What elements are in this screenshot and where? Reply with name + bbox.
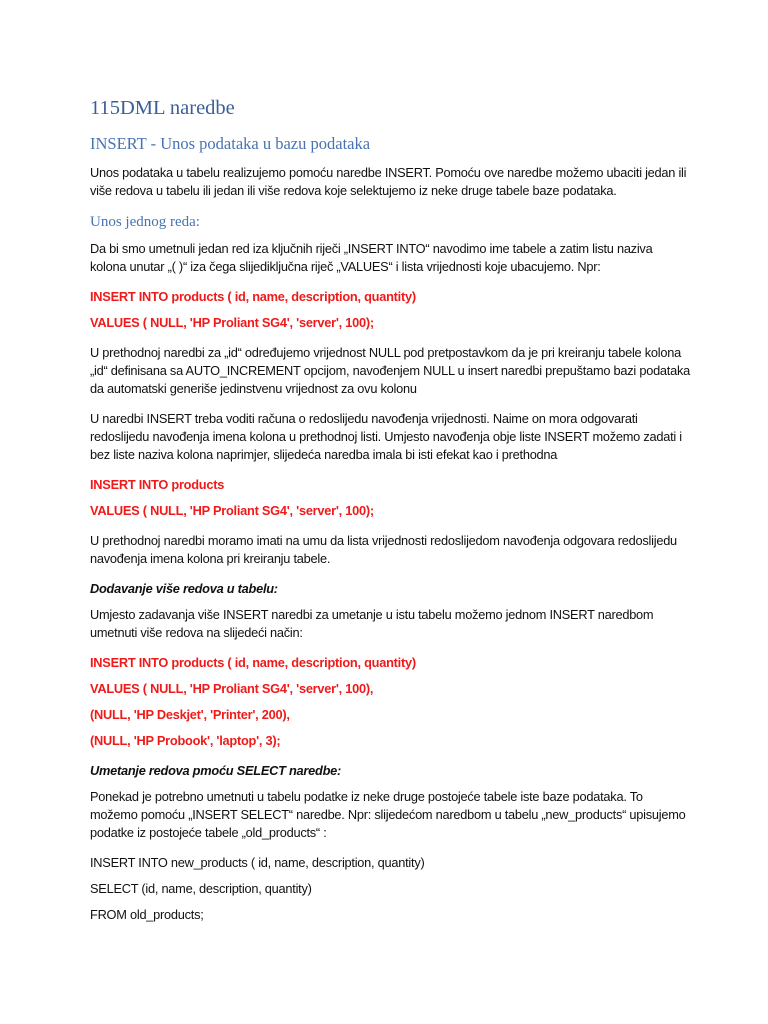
- code-multi-insert-line: INSERT INTO products ( id, name, description, quantity): [90, 655, 416, 670]
- code-multi-row-2: (NULL, 'HP Deskjet', 'Printer', 200),: [90, 707, 290, 722]
- code-insert-select-line: INSERT INTO new_products ( id, name, description, quantity): [90, 855, 425, 870]
- select-subheading: Umetanje redova pmoću SELECT naredbe:: [90, 763, 342, 778]
- single-row-paragraph: Da bi smo umetnuli jedan red iza ključnih riječi „INSERT INTO“ navodimo ime tabele a zatim listu naziva kolona unutar „( )“ iza čega slijediključna riječ „VALUES“ i lista vrijednosti koje ubacujemo. Npr:: [90, 241, 653, 274]
- code-insert-short-line: INSERT INTO products: [90, 477, 225, 492]
- select-paragraph: Ponekad je potrebno umetnuti u tabelu podatke iz neke druge postojeće tabele iste baze podataka. To možemo pomoću „INSERT SELECT“ naredbe. Npr: slijedećom naredbom u tabelu „new_products“ upisujemo podatke iz postojeće tabele „old_products“ :: [90, 789, 686, 840]
- single-row-heading: Unos jednog reda:: [90, 214, 200, 230]
- code-from-line: FROM old_products;: [90, 907, 204, 922]
- document-page: [90, 96, 690, 932]
- code-multi-values-line: VALUES ( NULL, 'HP Proliant SG4', 'server', 100),: [90, 681, 374, 696]
- document-title: 115DML naredbe: [90, 97, 235, 119]
- explanation-column-order-paragraph: U prethodnoj naredbi moramo imati na umu da lista vrijednosti redoslijedom navođenja odgovara redoslijedu navođenja imena kolona pri kreiranju tabele.: [90, 533, 677, 566]
- intro-paragraph: Unos podataka u tabelu realizujemo pomoću naredbe INSERT. Pomoću ove naredbe možemo ubaciti jedan ili više redova u tabelu ili jedan ili više redova koje selektujemo iz neke druge tabele baze podataka.: [90, 165, 687, 198]
- code-multi-row-3: (NULL, 'HP Probook', 'laptop', 3);: [90, 733, 281, 748]
- explanation-null-paragraph: U prethodnoj naredbi za „id“ određujemo vrijednost NULL pod pretpostavkom da je pri kreiranju tabele kolona „id“ definisana sa AUTO_INCREMENT opcijom, navođenjem NULL u insert naredbi prepuštamo bazi podataka da automatski generiše jedinstvenu vrijednost za ovu kolonu: [90, 345, 690, 396]
- explanation-order-paragraph: U naredbi INSERT treba voditi računa o redoslijedu navođenja vrijednosti. Naime on mora odgovarati redoslijedu navođenja imena kolona u prethodnoj listi. Umjesto navođenja obje liste INSERT možemo zadati i bez liste naziva kolona naprimjer, slijedeća naredba imala bi isti efekat kao i prethodna: [90, 411, 682, 462]
- code-values-line: VALUES ( NULL, 'HP Proliant SG4', 'server', 100);: [90, 315, 374, 330]
- multi-row-paragraph: Umjesto zadavanja više INSERT naredbi za umetanje u istu tabelu možemo jednom INSERT naredbom umetnuti više redova na slijedeći način:: [90, 607, 654, 640]
- multi-row-subheading: Dodavanje više redova u tabelu:: [90, 581, 278, 596]
- code-insert-line: INSERT INTO products ( id, name, description, quantity): [90, 289, 416, 304]
- code-select-line: SELECT (id, name, description, quantity): [90, 881, 312, 896]
- code-values-line-2: VALUES ( NULL, 'HP Proliant SG4', 'server', 100);: [90, 503, 374, 518]
- insert-heading: INSERT - Unos podataka u bazu podataka: [90, 134, 371, 153]
